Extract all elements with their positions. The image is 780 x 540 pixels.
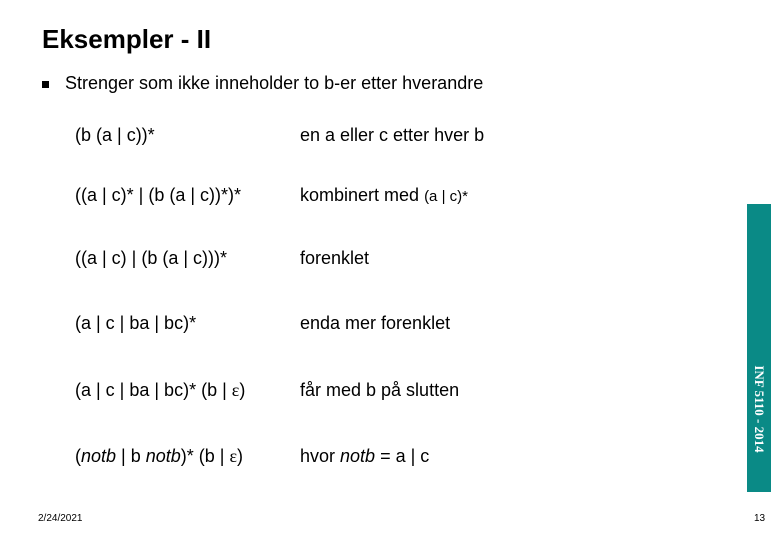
regex-description: enda mer forenklet xyxy=(300,313,451,333)
page-number: 13 xyxy=(754,513,766,524)
expression-text: ) xyxy=(237,446,244,466)
expression-text: )* (b | xyxy=(180,446,230,466)
regex-description: får med b på slutten xyxy=(300,380,460,400)
description-regex: (a | c)* xyxy=(424,188,468,205)
notb-token: notb xyxy=(81,446,117,466)
description-text: kombinert med xyxy=(300,185,425,205)
description-text: = a | c xyxy=(375,446,430,466)
regex-description: forenklet xyxy=(300,248,370,268)
slide-title: Eksempler - II xyxy=(42,24,212,54)
square-bullet-icon xyxy=(42,81,49,88)
notb-token: notb xyxy=(145,446,181,466)
regex-expression: ((a | c) | (b (a | c)))* xyxy=(75,248,228,268)
bullet-text: Strenger som ikke inneholder to b-er etter hverandre xyxy=(65,73,484,93)
expression-text: | b xyxy=(116,446,146,466)
regex-description xyxy=(300,446,429,467)
course-label: INF 5110 - 2014 xyxy=(752,365,767,453)
regex-expression: ((a | c)* | (b (a | c))*)* xyxy=(75,185,242,205)
slide-date: 2/24/2021 xyxy=(38,513,83,524)
description-text: hvor xyxy=(300,446,341,466)
epsilon-symbol: ε xyxy=(229,446,238,466)
regex-expression: (b (a | c))* xyxy=(75,125,155,145)
regex-expression xyxy=(75,380,245,401)
regex-description: en a eller c etter hver b xyxy=(300,125,485,145)
expression-text: (a | c | ba | bc)* (b | xyxy=(75,380,232,400)
regex-expression: (notb | b notb)* (b | ε) xyxy=(75,446,244,466)
bullet-item xyxy=(42,73,483,94)
regex-expression: (a | c | ba | bc)* xyxy=(75,313,197,333)
regex-description xyxy=(300,185,468,206)
notb-token: notb xyxy=(340,446,376,466)
epsilon-symbol: ε xyxy=(231,380,240,400)
expression-text: ) xyxy=(239,380,246,400)
